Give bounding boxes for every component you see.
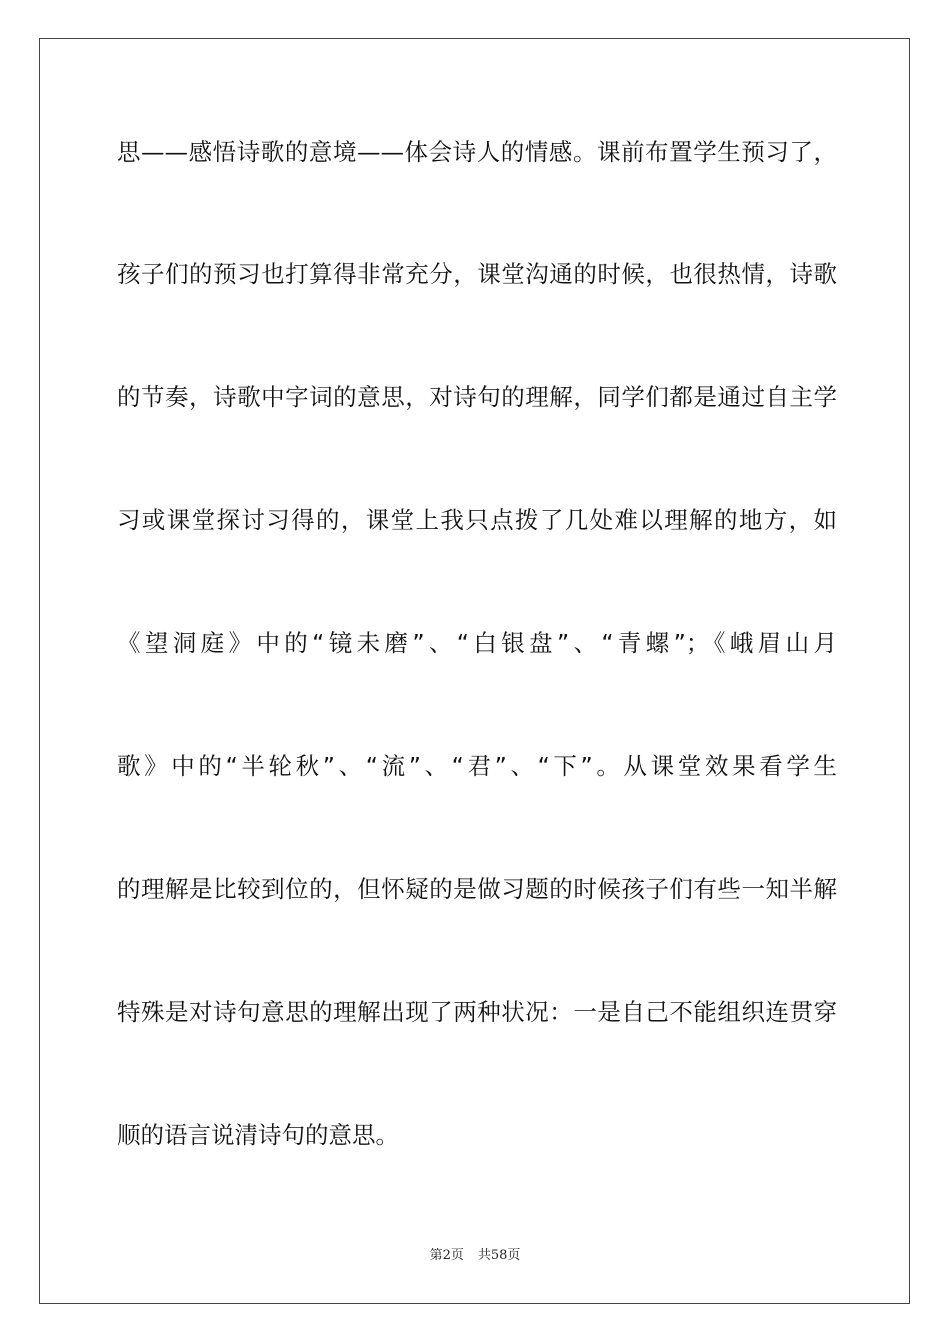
body-text-line: 孩子们的预习也打算得非常充分，课堂沟通的时候，也很热情，诗歌 bbox=[117, 260, 837, 288]
body-text-line: 《望洞庭》中的“镜未磨”、“白银盘”、“青螺”；《峨眉山月 bbox=[117, 629, 837, 657]
total-pages: 共58页 bbox=[477, 1248, 521, 1263]
page-number: 第2页 bbox=[429, 1248, 464, 1263]
body-text-line: 习或课堂探讨习得的，课堂上我只点拨了几处难以理解的地方，如 bbox=[117, 506, 837, 534]
page-frame bbox=[39, 38, 910, 1304]
page-footer bbox=[0, 1248, 950, 1264]
body-text-line: 的节奏，诗歌中字词的意思，对诗句的理解，同学们都是通过自主学 bbox=[117, 383, 837, 411]
body-text-line: 的理解是比较到位的，但怀疑的是做习题的时候孩子们有些一知半解 bbox=[117, 875, 837, 903]
body-text-line: 特殊是对诗句意思的理解出现了两种状况：一是自己不能组织连贯穿 bbox=[117, 998, 837, 1026]
body-text-line: 思——感悟诗歌的意境——体会诗人的情感。课前布置学生预习了， bbox=[117, 138, 837, 166]
body-text-line: 顺的语言说清诗句的意思。 bbox=[117, 1121, 399, 1149]
body-text-line: 歌》中的“半轮秋”、“流”、“君”、“下”。从课堂效果看学生 bbox=[117, 752, 837, 780]
